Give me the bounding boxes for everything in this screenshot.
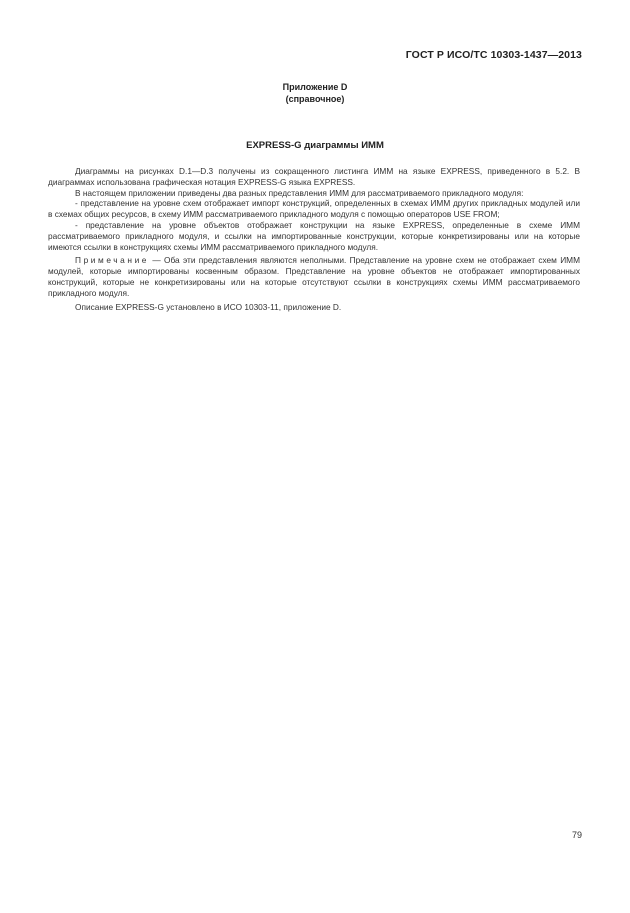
body-text (48, 166, 580, 312)
annex-heading (0, 81, 630, 105)
standard-code-header: ГОСТ Р ИСО/ТС 10303-1437—2013 (405, 49, 582, 61)
page-number: 79 (571, 830, 582, 840)
paragraph-note (48, 255, 580, 298)
paragraph-intro: Диаграммы на рисунках D.1—D.3 получены из сокращенного листинга ИММ на языке EXPRESS, приведенного в 5.2. В диаграммах использована графическая нотация EXPRESS-G языка EXPRESS. (48, 166, 580, 187)
paragraph-express-g-reference: Описание EXPRESS-G установлено в ИСО 10303-11, приложение D. (75, 301, 342, 312)
note-label: Примечание (75, 255, 150, 266)
annex-status: (справочное) (285, 94, 345, 104)
paragraph-schema-level: - представление на уровне схем отображает импорт конструкций, определенных в схемах ИММ других прикладных модулей или в схемах общих ресурсов, в схему ИММ рассматриваемого прикладного модуля с помощью операторов USE FROM; (48, 198, 580, 220)
annex-title: Приложение D (282, 82, 348, 92)
note-text: — Оба эти представления являются неполными. Представление на уровне схем не отображает схем ИММ модулей, которые импортированы косвенным образом. Представление на уровне объектов не отображает импортированных конструкций, которые не конкретизированы или на которые отсутствуют ссылки в конструкциях схемы ИММ рассматриваемого прикладного модуля. (48, 255, 580, 298)
paragraph-representations: В настоящем приложении приведены два разных представления ИММ для рассматриваемого прикладного модуля: (75, 187, 524, 198)
paragraph-entity-level: - представление на уровне объектов отображает конструкции на языке EXPRESS, определенные в схеме ИММ рассматриваемого прикладного модуля, и ссылки на импортированные конструкции, которые конкретизированы или на которые имеются ссылки в конструкциях схемы ИММ рассматриваемого прикладного модуля. (48, 219, 580, 252)
section-title: EXPRESS-G диаграммы ИММ (246, 140, 384, 151)
